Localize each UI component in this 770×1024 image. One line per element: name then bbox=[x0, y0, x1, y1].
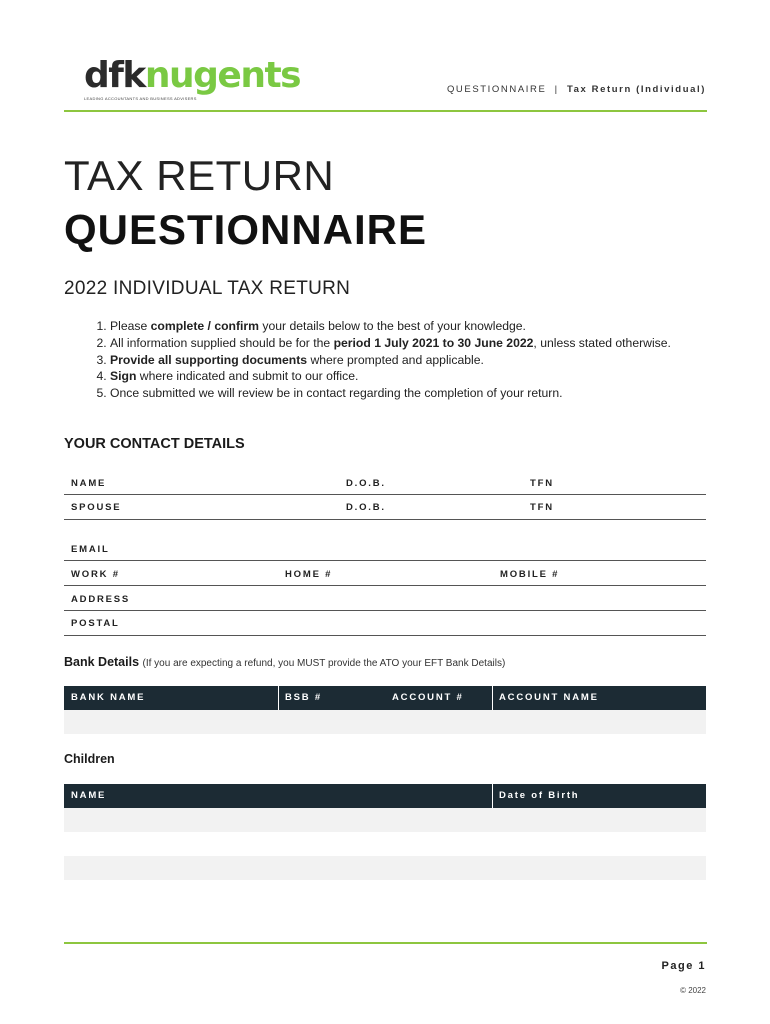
bank-col-bank-name: BANK NAME bbox=[71, 692, 146, 703]
bank-table-row[interactable] bbox=[64, 710, 706, 734]
instruction-text: where indicated and submit to our office. bbox=[136, 369, 359, 384]
instruction-text: Once submitted we will review be in contact regarding the completion of your return. bbox=[110, 386, 563, 401]
home-phone-label: HOME # bbox=[285, 569, 333, 580]
instruction-text: Please bbox=[110, 319, 151, 333]
bank-details-heading bbox=[64, 655, 505, 669]
postal-label: POSTAL bbox=[71, 618, 120, 629]
page-title-line1: TAX RETURN bbox=[64, 152, 335, 199]
document-header bbox=[447, 84, 706, 95]
spouse-dob-label: D.O.B. bbox=[346, 502, 386, 513]
instruction-text: your details below to the best of your knowledge. bbox=[259, 319, 526, 333]
logo-part-dfk: dfk bbox=[84, 55, 145, 96]
copyright: © 2022 bbox=[680, 986, 706, 995]
instruction-emphasis: period 1 July 2021 to 30 June 2022 bbox=[333, 335, 534, 350]
instruction-emphasis: Provide all supporting documents bbox=[110, 352, 308, 367]
work-phone-label: WORK # bbox=[71, 569, 120, 580]
mobile-phone-label: MOBILE # bbox=[500, 569, 560, 580]
postal-underline[interactable] bbox=[64, 635, 706, 636]
address-label: ADDRESS bbox=[71, 594, 131, 605]
bank-note: (If you are expecting a refund, you MUST provide the ATO your EFT Bank Details) bbox=[142, 658, 506, 669]
spouse-tfn-label: TFN bbox=[530, 502, 554, 513]
instruction-item bbox=[110, 352, 706, 369]
address-underline[interactable] bbox=[64, 610, 706, 611]
instruction-item bbox=[110, 335, 706, 352]
children-table-row[interactable] bbox=[64, 832, 706, 856]
children-heading: Children bbox=[64, 752, 115, 766]
children-col-name: NAME bbox=[71, 790, 107, 801]
logo-part-nugents: nugents bbox=[144, 55, 301, 96]
children-table-header bbox=[64, 784, 706, 808]
bank-col-account-name: ACCOUNT NAME bbox=[499, 692, 599, 703]
email-underline[interactable] bbox=[64, 560, 706, 561]
bank-col-bsb: BSB # bbox=[285, 692, 322, 703]
instruction-emphasis: Sign bbox=[110, 369, 137, 384]
instruction-text: All information supplied should be for the bbox=[110, 335, 334, 350]
bank-table-header bbox=[64, 686, 706, 710]
header-doc-name: Tax Return (Individual) bbox=[566, 84, 706, 95]
instruction-item bbox=[110, 318, 706, 335]
header-label: QUESTIONNAIRE bbox=[446, 84, 547, 95]
header-divider bbox=[64, 110, 707, 112]
page-title-line2: QUESTIONNAIRE bbox=[64, 206, 428, 253]
header-separator: | bbox=[554, 84, 559, 95]
spouse-label: SPOUSE bbox=[71, 502, 122, 513]
footer-divider bbox=[64, 942, 707, 944]
bank-col-account: ACCOUNT # bbox=[392, 692, 464, 703]
instructions-list bbox=[64, 318, 706, 402]
contact-details-heading: YOUR CONTACT DETAILS bbox=[64, 436, 245, 452]
logo-tagline: LEADING ACCOUNTANTS AND BUSINESS ADVISERS bbox=[84, 96, 197, 101]
instruction-text: where prompted and applicable. bbox=[307, 352, 484, 367]
instruction-emphasis: complete / confirm bbox=[150, 319, 260, 333]
children-table-row[interactable] bbox=[64, 856, 706, 880]
bank-heading-text: Bank Details bbox=[64, 655, 140, 669]
dob-label: D.O.B. bbox=[346, 478, 386, 489]
phone-row-underline[interactable] bbox=[64, 585, 706, 586]
name-label: NAME bbox=[71, 478, 107, 489]
tfn-label: TFN bbox=[530, 478, 554, 489]
children-table-row[interactable] bbox=[64, 808, 706, 832]
instruction-text: , unless stated otherwise. bbox=[533, 335, 671, 350]
page-subtitle: 2022 INDIVIDUAL TAX RETURN bbox=[64, 278, 351, 299]
logo-wordmark bbox=[84, 55, 304, 96]
spouse-row-underline[interactable] bbox=[64, 519, 706, 520]
email-label: EMAIL bbox=[71, 544, 110, 555]
name-row-underline[interactable] bbox=[64, 494, 706, 495]
company-logo bbox=[84, 55, 304, 104]
instruction-item bbox=[110, 385, 706, 402]
instruction-item bbox=[110, 368, 706, 385]
page-number: Page 1 bbox=[661, 960, 706, 972]
children-col-dob: Date of Birth bbox=[499, 790, 580, 801]
